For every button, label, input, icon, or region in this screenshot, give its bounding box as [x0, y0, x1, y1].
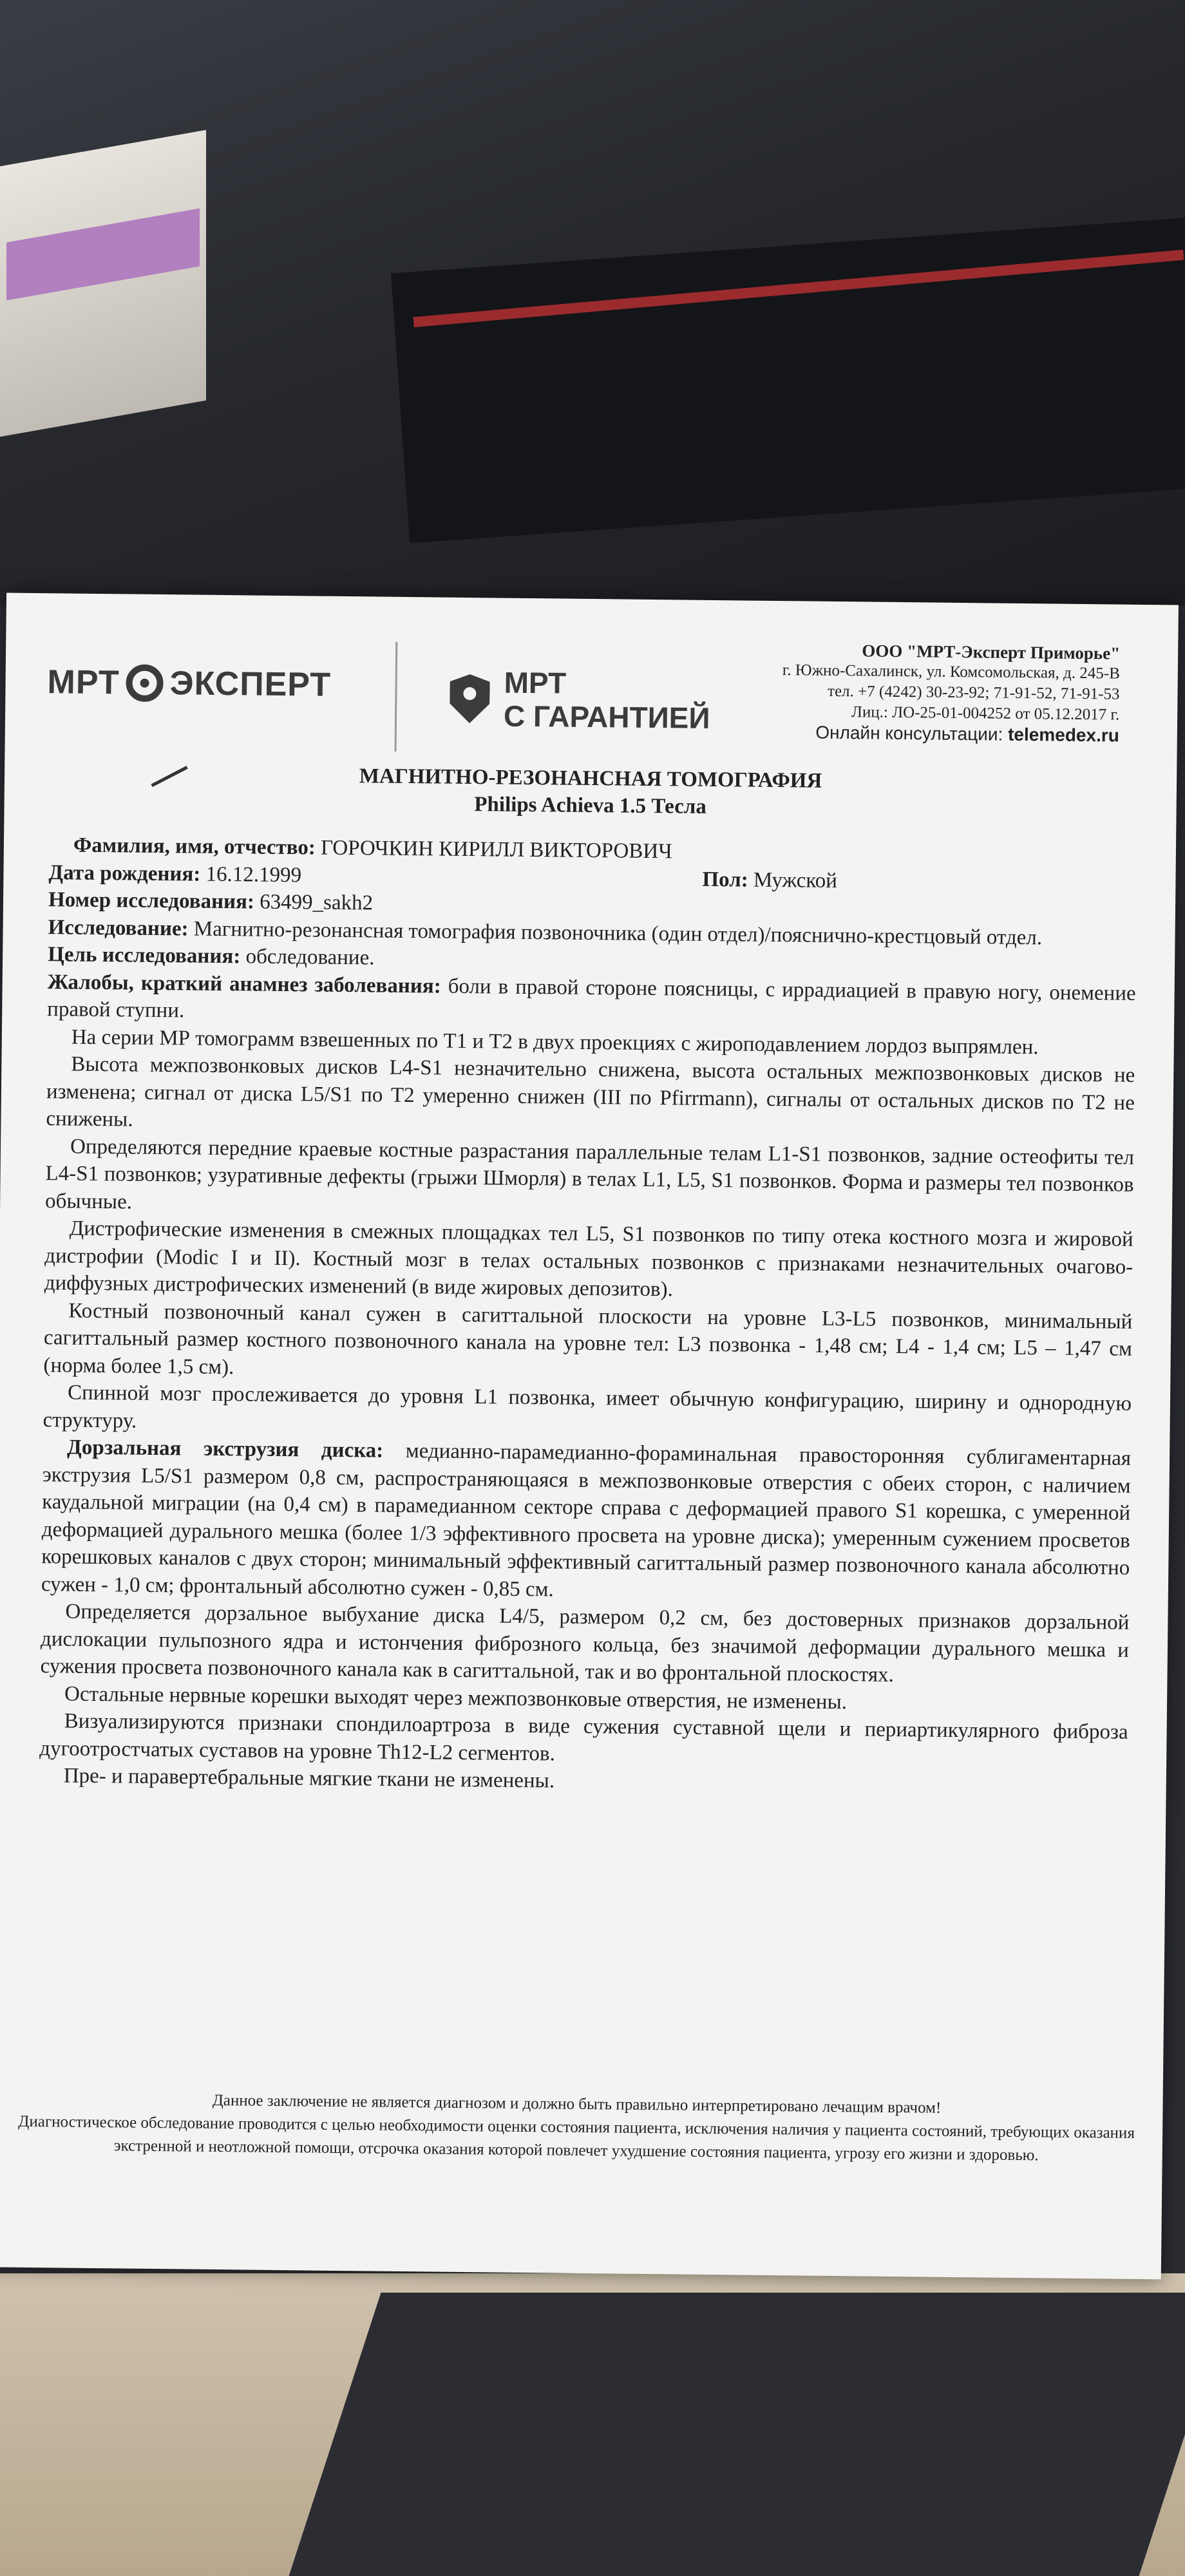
patient-sex-value: Мужской [753, 868, 838, 893]
logo-mrt-guarantee [450, 665, 710, 735]
document-footer [0, 2087, 1163, 2168]
footer-note: Диагностическое обследование проводится с целью необходимости оценки состояния пациента, исключения наличия у пациента состояний, требующих оказания экстренной и неотложной помощи, отсрочка оказания которой повлечет ухудшение состояния пациента, угрозу его жизни и здоровью. [18, 2112, 1135, 2164]
finding-paragraph: Костный позвоночный канал сужен в сагиттальной плоскости на уровне L3-L5 позвонков, минимальный сагиттальный размер костного позвоночного канала на уровне тел: L3 позвонка - 1,48 см; L4 - 1,4 см; L5 – 1,47 см (норма более 1,5 см). [43, 1299, 1133, 1379]
patient-name-label: Фамилия, имя, отчество: [73, 833, 316, 860]
patient-sex [702, 866, 837, 895]
finding-paragraph: Дистрофические изменения в смежных площадках тел L5, S1 позвонков по типу отека костного мозга и жировой дистрофии (Modic I и II). Костный мозг в телах остальных позвонков с признаками незначительных очагово-диффузных дистрофических изменений (в виде жировых депозитов). [44, 1217, 1133, 1302]
patient-name-value: ГОРОЧКИН КИРИЛЛ ВИКТОРОВИЧ [320, 836, 672, 864]
patient-sex-label: Пол: [702, 867, 748, 892]
logo-mrt-expert [47, 663, 331, 705]
company-name: ООО "МРТ-Эксперт Приморье" [862, 641, 1121, 663]
finding-paragraph: Определяются передние краевые костные разрастания параллельные телам L1-S1 позвонков, задние остеофиты тел L4-S1 позвонков; узуративные дефекты (грыжи Шморля) в телах L1, L5, S1 позвонков. Форма и размеры тел позвонков обычные. [44, 1135, 1135, 1214]
shield-icon [450, 674, 490, 724]
complaints-label: Жалобы, краткий анамнез заболевания: [47, 970, 441, 998]
online-consult-site: telemedex.ru [1007, 724, 1119, 746]
footer-disclaimer: Данное заключение не является диагнозом и должно быть правильно интерпретировано лечащим врачом! [212, 2091, 942, 2117]
patient-dob-label: Дата рождения: [48, 860, 201, 886]
online-consult [782, 722, 1119, 746]
document-body [39, 831, 1137, 1801]
logo-divider [395, 642, 398, 752]
title-line2: Philips Achieva 1.5 Тесла [474, 793, 707, 819]
extrusion-label: Дорзальная экструзия диска: [66, 1435, 384, 1463]
document-header [5, 592, 1179, 766]
study-type-value: Магнитно-резонансная томография позвоночника (один отдел)/пояснично-крестцовый отдел. [193, 917, 1043, 949]
background-mat [289, 2293, 1185, 2576]
study-purpose-value: обследование. [245, 945, 375, 970]
company-phone: тел. +7 (4242) 30-23-92; 71-91-52, 71-91-53 [827, 682, 1120, 703]
finding-paragraph: Остальные нервные корешки выходят через межпозвонковые отверстия, не изменены. [64, 1682, 848, 1714]
patient-dob-value: 16.12.1999 [205, 862, 302, 887]
company-address: г. Южно-Сахалинск, ул. Комсомольская, д. 245-В [782, 661, 1120, 683]
logo-text-expert: ЭКСПЕРТ [169, 665, 332, 704]
extrusion-text: медианно-парамедианно-фораминальная правосторонняя сублигаментарная экструзия L5/S1 размером 0,8 см, распространяющаяся в межпозвонковые отверстия с обеих сторон, с наличием каудальной миграции (на 0,4 см) в парамедианном секторе справа с деформацией правого S1 корешка, с умеренной деформацией дурального мешка (более 1/3 эффективного просвета на уровне диска); умеренным сужением просветов корешковых каналов с двух сторон; минимальный эффективный сагиттальный размер позвоночного канала абсолютно сужен - 1,0 см; фронтальный абсолютно сужен - 0,85 см. [41, 1439, 1132, 1601]
document-title [4, 759, 1177, 825]
logo-text-mrt: МРТ [47, 663, 120, 702]
online-consult-label: Онлайн консультации: [815, 722, 1003, 744]
finding-paragraph: На серии МР томограмм взвешенных по Т1 и Т2 в двух проекциях с жироподавлением лордоз выпрямлен. [71, 1025, 1039, 1059]
study-purpose-label: Цель исследования: [47, 943, 241, 969]
finding-paragraph: Визуализируются признаки спондилоартроза в виде сужения суставной щели и периартикулярного фиброза дугоотростчатых суставов на уровне Th12-L2 сегментов. [39, 1709, 1128, 1765]
title-line1: МАГНИТНО-РЕЗОНАНСНАЯ ТОМОГРАФИЯ [359, 764, 822, 793]
logo-guarantee-line1: МРТ [504, 665, 567, 700]
finding-paragraph: Спинной мозг прослеживается до уровня L1 позвонка, имеет обычную конфигурацию, ширину и однородную структуру. [43, 1381, 1132, 1433]
study-type-label: Исследование: [48, 915, 189, 940]
eye-icon [126, 664, 164, 702]
logo-guarantee-line2: С ГАРАНТИЕЙ [503, 699, 710, 735]
finding-paragraph-extrusion [41, 1434, 1132, 1609]
finding-paragraph: Пре- и паравертебральные мягкие ткани не изменены. [63, 1764, 555, 1793]
document-page [0, 592, 1179, 2279]
study-number-value: 63499_sakh2 [259, 890, 374, 915]
company-info [782, 639, 1121, 746]
study-number-label: Номер исследования: [48, 888, 255, 914]
company-license: Лиц.: ЛО-25-01-004252 от 05.12.2017 г. [851, 703, 1120, 724]
finding-paragraph: Определяется дорзальное выбухание диска L4/5, размером 0,2 см, без достоверных признаков дорзальной дислокации пульпозного ядра и истончения фиброзного кольца, без значимой деформации дурального мешка и сужения просвета позвоночного канала как в сагиттальной, так и во фронтальной плоскостях. [40, 1600, 1130, 1687]
finding-paragraph: Высота межпозвонковых дисков L4-S1 незначительно снижена, высота остальных межпозвонковых дисков не изменена; сигнал от диска L5/S1 по Т2 умеренно снижен (III по Pfirrmann), сигналы от остальных дисков по Т2 не снижены. [46, 1052, 1135, 1132]
complaints-value: боли в правой стороне поясницы, с иррадиацией в правую ногу, онемение правой ступни. [47, 974, 1136, 1023]
